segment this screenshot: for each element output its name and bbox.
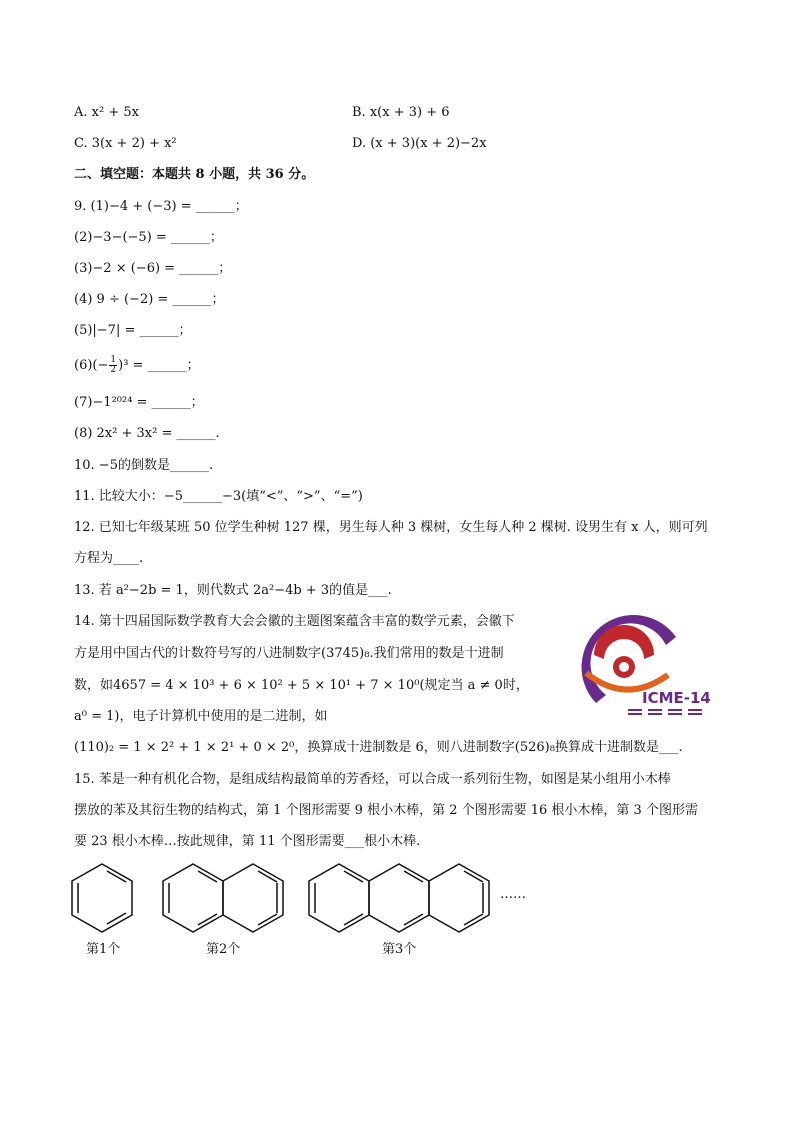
q9-part6 (74, 356, 200, 375)
q15-line2: 摆放的苯及其衍生物的结构式，第 1 个图形需要 9 根小木棒，第 2 个图形需要 16 根小木棒，第 3 个图形需 (74, 803, 698, 818)
figure-1-benzene (72, 864, 132, 932)
option-b (352, 104, 450, 122)
option-d (352, 135, 487, 153)
caption-figure-3: 第3个 (382, 942, 417, 957)
figure-2-naphthalene (163, 864, 283, 932)
q14-line5: (110)₂ = 1 × 2² + 1 × 2¹ + 0 × 2⁰，换算成十进制数是 6，则八进制数字(526)₈换算成十进制数是___. (74, 740, 683, 755)
q14-line3: 数，如4657 = 4 × 10³ + 6 × 10² + 5 × 10¹ + 7 × 10⁰(规定当 a ≠ 0时， (74, 678, 529, 693)
option-d-label: D. (352, 136, 371, 151)
q12-line2: 方程为____. (74, 551, 144, 566)
option-c (74, 135, 177, 153)
q11: 11. 比较大小：−5______−3(填“<”、“>”、“=”) (74, 489, 363, 504)
option-c-label: C. (74, 136, 92, 151)
option-a-expr: x² + 5x (91, 105, 139, 120)
q14-line2: 方是用中国古代的计数符号写的八进制数字(3745)₈.我们常用的数是十进制 (74, 646, 504, 661)
benzene-figures (60, 850, 540, 970)
q9-part1: 9. (1)−4 + (−3) = ______； (74, 199, 248, 214)
option-a (74, 104, 139, 122)
q9-part6-prefix: (6)(− (74, 358, 109, 373)
icme-logo (556, 615, 726, 720)
q15-line3: 要 23 根小木棒…按此规律，第 11 个图形需要___根小木棒. (74, 834, 421, 849)
q9-part5: (5)|−7| = ______； (74, 323, 192, 338)
section-heading: 二、填空题：本题共 8 小题，共 36 分。 (74, 167, 315, 182)
logo-counting-rods (628, 709, 702, 715)
fraction-half (109, 356, 117, 375)
fraction-denominator: 2 (110, 365, 117, 375)
option-d-expr: (x + 3)(x + 2)−2x (370, 136, 487, 151)
fraction-numerator: 1 (110, 355, 117, 365)
q12-line1: 12. 已知七年级某班 50 位学生种树 127 棵，男生每人种 3 棵树，女生每人种 2 棵树. 设男生有 x 人，则可列 (74, 520, 708, 535)
q15-line1: 15. 苯是一种有机化合物，是组成结构最简单的芳香烃，可以合成一系列衍生物，如图是某小组用小木棒 (74, 772, 671, 787)
q10: 10. −5的倒数是______. (74, 458, 214, 473)
q9-part2: (2)−3−(−5) = ______； (74, 230, 223, 245)
caption-figure-2: 第2个 (206, 942, 241, 957)
q9-part7: (7)−1²⁰²⁴ = ______； (74, 395, 204, 410)
logo-text: ICME-14 (642, 689, 711, 707)
q9-part4: (4) 9 ÷ (−2) = ______； (74, 292, 225, 307)
ellipsis: …… (500, 887, 526, 902)
option-b-expr: x(x + 3) + 6 (369, 105, 450, 120)
q14-line4: a⁰ = 1)，电子计算机中使用的是二进制，如 (74, 709, 328, 724)
figure-3-anthracene (309, 864, 489, 932)
q13: 13. 若 a²−2b = 1，则代数式 2a²−4b + 3的值是___. (74, 583, 392, 598)
caption-figure-1: 第1个 (86, 942, 121, 957)
option-b-label: B. (352, 105, 370, 120)
option-c-expr: 3(x + 2) + x² (91, 136, 177, 151)
q9-part6-suffix: )³ = ______； (118, 358, 200, 373)
q14-line1: 14. 第十四届国际数学教育大会会徽的主题图案蕴含丰富的数学元素，会徽下 (74, 614, 515, 629)
q9-part8: (8) 2x² + 3x² = ______. (74, 426, 220, 441)
logo-inner-dot (619, 662, 629, 672)
q9-part3: (3)−2 × (−6) = ______； (74, 261, 232, 276)
option-a-label: A. (74, 105, 92, 120)
